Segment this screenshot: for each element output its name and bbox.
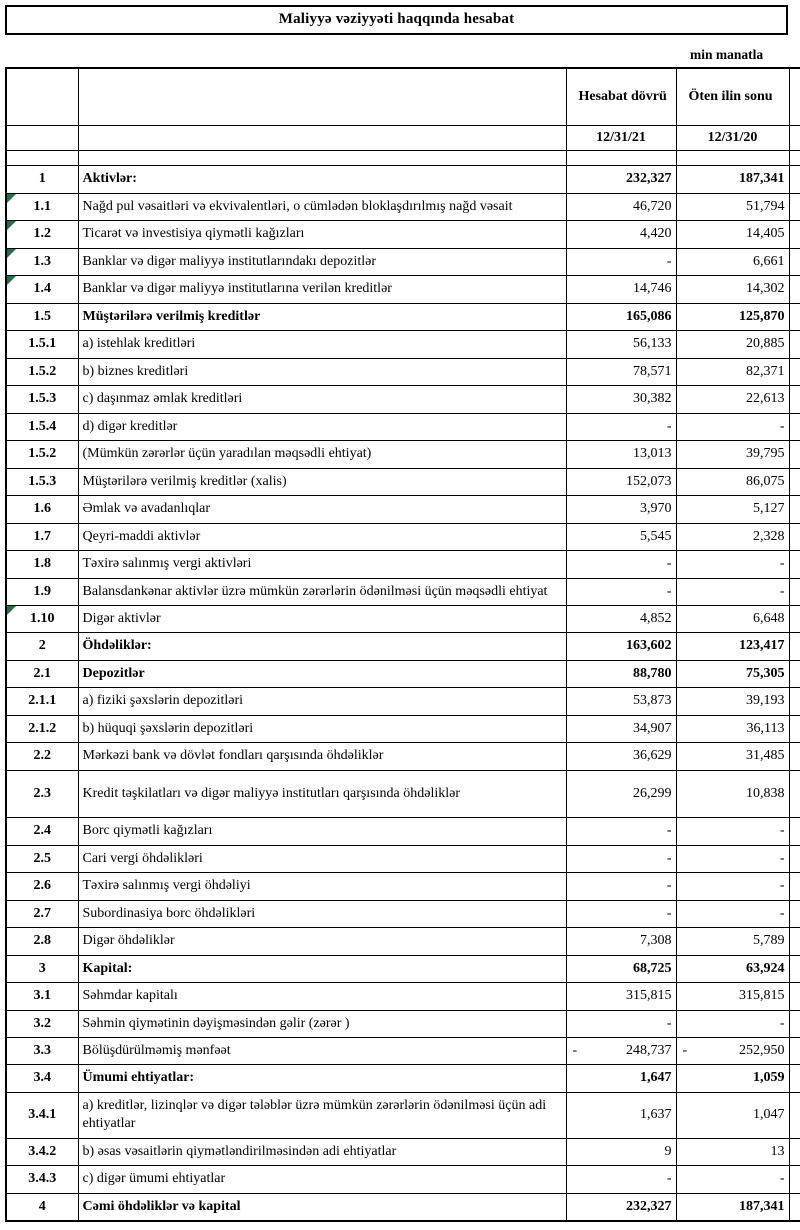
row-label: Banklar və digər maliyyə institutlarına verilən kreditlər: [78, 276, 566, 303]
value-previous: 36,113: [676, 715, 789, 742]
table-row: [6, 770, 800, 817]
grid-sliver: [789, 818, 800, 845]
value-previous: 5,127: [676, 496, 789, 523]
row-code: 2.8: [6, 928, 78, 955]
cell-value: 252,950: [739, 1043, 785, 1058]
grid-sliver: [789, 166, 800, 193]
value-current: 68,725: [566, 955, 676, 982]
value-previous: [676, 1038, 789, 1065]
comment-marker-icon: [7, 276, 16, 285]
value-current: 163,602: [566, 633, 676, 660]
value-previous: 14,405: [676, 221, 789, 248]
table-row: [6, 983, 800, 1010]
row-label: b) əsas vəsaitlərin qiymətləndirilməsindən adi ehtiyatlar: [78, 1138, 566, 1165]
report-title-box: [5, 5, 788, 35]
value-current: 1,637: [566, 1092, 676, 1138]
table-row: [6, 1065, 800, 1092]
empty-cell: [6, 151, 78, 166]
table-row: [6, 331, 800, 358]
row-code: 1.6: [6, 496, 78, 523]
value-previous: 5,789: [676, 928, 789, 955]
row-code: 1.9: [6, 578, 78, 605]
value-previous: -: [676, 551, 789, 578]
row-code: 1.5.4: [6, 413, 78, 440]
row-label: c) digər ümumi ehtiyatlar: [78, 1166, 566, 1193]
value-current: -: [566, 413, 676, 440]
table-row: [6, 1138, 800, 1165]
value-previous: 6,648: [676, 605, 789, 632]
value-previous: 315,815: [676, 983, 789, 1010]
grid-sliver: [789, 1092, 800, 1138]
row-code: 3.4.1: [6, 1092, 78, 1138]
value-current: 1,647: [566, 1065, 676, 1092]
row-label: (Mümkün zərərlər üçün yaradılan məqsədli ehtiyat): [78, 441, 566, 468]
row-code: 3: [6, 955, 78, 982]
value-previous: 187,341: [676, 166, 789, 193]
grid-sliver: [789, 605, 800, 632]
row-code: 3.4: [6, 1065, 78, 1092]
unit-note: min manatla: [690, 47, 764, 62]
value-previous: 1,047: [676, 1092, 789, 1138]
table-row: [6, 166, 800, 193]
row-label: Nağd pul vəsaitləri və ekvivalentləri, o cümlədən bloklaşdırılmış nağd vəsait: [78, 193, 566, 220]
row-label: Müştərilərə verilmiş kreditlər (xalis): [78, 468, 566, 495]
table-row: [6, 605, 800, 632]
row-code: 2.1: [6, 660, 78, 687]
value-current: 9: [566, 1138, 676, 1165]
row-label: Mərkəzi bank və dövlət fondları qarşısında öhdəliklər: [78, 743, 566, 770]
value-previous: 22,613: [676, 386, 789, 413]
row-label: Kredit təşkilatları və digər maliyyə institutları qarşısında öhdəliklər: [78, 770, 566, 817]
grid-sliver: [789, 331, 800, 358]
table-row: [6, 1092, 800, 1138]
value-previous: -: [676, 413, 789, 440]
row-label: Ticarət və investisiya qiymətli kağızları: [78, 221, 566, 248]
grid-sliver: [789, 68, 800, 126]
row-code: 1.7: [6, 523, 78, 550]
row-code: 1.1: [6, 193, 78, 220]
row-code: 2.3: [6, 770, 78, 817]
value-current: 5,545: [566, 523, 676, 550]
row-code: 1.5.2: [6, 358, 78, 385]
row-code: 2.1.1: [6, 688, 78, 715]
row-code: 2.2: [6, 743, 78, 770]
header-previous-date: 12/31/20: [676, 126, 789, 151]
value-current: 78,571: [566, 358, 676, 385]
value-current: -: [566, 818, 676, 845]
header-empty-desc: [78, 68, 566, 126]
row-label: Subordinasiya borc öhdəlikləri: [78, 900, 566, 927]
grid-sliver: [789, 660, 800, 687]
row-label: Təxirə salınmış vergi aktivləri: [78, 551, 566, 578]
grid-sliver: [789, 496, 800, 523]
value-previous: 13: [676, 1138, 789, 1165]
value-previous: 51,794: [676, 193, 789, 220]
row-label: Ümumi ehtiyatlar:: [78, 1065, 566, 1092]
table-row: [6, 193, 800, 220]
grid-sliver: [789, 633, 800, 660]
row-label: Digər aktivlər: [78, 605, 566, 632]
header-current-period: Hesabat dövrü: [566, 68, 676, 126]
value-current: 46,720: [566, 193, 676, 220]
value-current: 7,308: [566, 928, 676, 955]
grid-sliver: [789, 1038, 800, 1065]
grid-sliver: [789, 688, 800, 715]
comment-marker-icon: [7, 221, 16, 230]
value-current: -: [566, 1010, 676, 1037]
row-label: Müştərilərə verilmiş kreditlər: [78, 303, 566, 330]
grid-sliver: [789, 126, 800, 151]
table-row: [6, 551, 800, 578]
value-current: 165,086: [566, 303, 676, 330]
value-previous: 123,417: [676, 633, 789, 660]
value-previous: 86,075: [676, 468, 789, 495]
value-previous: -: [676, 578, 789, 605]
table-row: [6, 468, 800, 495]
row-label: b) hüquqi şəxslərin depozitləri: [78, 715, 566, 742]
row-code: 2.6: [6, 873, 78, 900]
value-previous: 2,328: [676, 523, 789, 550]
grid-sliver: [789, 873, 800, 900]
row-label: a) istehlak kreditləri: [78, 331, 566, 358]
row-code: 4: [6, 1193, 78, 1221]
row-code: 1.3: [6, 248, 78, 275]
table-row: [6, 928, 800, 955]
table-row: [6, 845, 800, 872]
row-code: 1.5.1: [6, 331, 78, 358]
grid-sliver: [789, 845, 800, 872]
grid-sliver: [789, 303, 800, 330]
row-code: 2.7: [6, 900, 78, 927]
grid-sliver: [789, 276, 800, 303]
header-current-date: 12/31/21: [566, 126, 676, 151]
value-current: 53,873: [566, 688, 676, 715]
grid-sliver: [789, 1193, 800, 1221]
value-current: 4,852: [566, 605, 676, 632]
value-previous: 10,838: [676, 770, 789, 817]
row-code: 2: [6, 633, 78, 660]
header-previous-period: Öten ilin sonu: [676, 68, 789, 126]
value-current: -: [566, 1166, 676, 1193]
comment-marker-icon: [7, 249, 16, 258]
value-previous: -: [676, 1166, 789, 1193]
row-label: Depozitlər: [78, 660, 566, 687]
row-code: 3.1: [6, 983, 78, 1010]
value-previous: 125,870: [676, 303, 789, 330]
value-previous: 20,885: [676, 331, 789, 358]
table-row: [6, 1193, 800, 1221]
table-body: [6, 68, 800, 1221]
table-row: [6, 276, 800, 303]
report-title: Maliyyə vəziyyəti haqqında hesabat: [278, 11, 515, 27]
table-row: [6, 413, 800, 440]
grid-sliver: [789, 900, 800, 927]
value-current: 30,382: [566, 386, 676, 413]
row-code: 1.4: [6, 276, 78, 303]
negative-sign: -: [572, 1043, 578, 1058]
row-label: Kapital:: [78, 955, 566, 982]
value-current: 232,327: [566, 1193, 676, 1221]
row-code: 3.2: [6, 1010, 78, 1037]
table-row: [6, 633, 800, 660]
grid-sliver: [789, 151, 800, 166]
table-row: [6, 441, 800, 468]
table-row: [6, 496, 800, 523]
value-current: -: [566, 578, 676, 605]
grid-sliver: [789, 358, 800, 385]
grid-sliver: [789, 441, 800, 468]
grid-sliver: [789, 1166, 800, 1193]
row-label: Əmlak və avadanlıqlar: [78, 496, 566, 523]
table-row: [6, 303, 800, 330]
value-current: -: [566, 248, 676, 275]
row-code: 1.5.3: [6, 468, 78, 495]
row-label: b) biznes kreditləri: [78, 358, 566, 385]
value-current: 152,073: [566, 468, 676, 495]
value-current: -: [566, 551, 676, 578]
grid-sliver: [789, 1065, 800, 1092]
row-code: 3.4.2: [6, 1138, 78, 1165]
comment-marker-icon: [7, 606, 16, 615]
value-current: 36,629: [566, 743, 676, 770]
value-current: 232,327: [566, 166, 676, 193]
table-row: [6, 715, 800, 742]
header-empty-code: [6, 126, 78, 151]
table-row: [6, 578, 800, 605]
row-label: Bölüşdürülməmiş mənfəət: [78, 1038, 566, 1065]
row-label: Qeyri-maddi aktivlər: [78, 523, 566, 550]
table-row: [6, 1038, 800, 1065]
value-current: 315,815: [566, 983, 676, 1010]
empty-cell: [566, 151, 676, 166]
empty-cell: [78, 151, 566, 166]
row-code: 2.1.2: [6, 715, 78, 742]
row-label: Cari vergi öhdəlikləri: [78, 845, 566, 872]
row-label: Borc qiymətli kağızları: [78, 818, 566, 845]
row-label: Səhmin qiymətinin dəyişməsindən gəlir (zərər ): [78, 1010, 566, 1037]
row-label: d) digər kreditlər: [78, 413, 566, 440]
table-row: [6, 818, 800, 845]
grid-sliver: [789, 1138, 800, 1165]
value-previous: 6,661: [676, 248, 789, 275]
table-row: [6, 1010, 800, 1037]
value-current: 3,970: [566, 496, 676, 523]
row-code: 1.5.3: [6, 386, 78, 413]
value-previous: 14,302: [676, 276, 789, 303]
negative-sign: -: [682, 1043, 688, 1058]
value-previous: 82,371: [676, 358, 789, 385]
row-label: a) fiziki şəxslərin depozitləri: [78, 688, 566, 715]
row-label: Banklar və digər maliyyə institutlarındakı depozitlər: [78, 248, 566, 275]
row-code: 1.8: [6, 551, 78, 578]
header-row-dates: [6, 126, 800, 151]
grid-sliver: [789, 248, 800, 275]
cell-value: 248,737: [626, 1043, 672, 1058]
grid-sliver: [789, 468, 800, 495]
value-previous: 39,193: [676, 688, 789, 715]
grid-sliver: [789, 715, 800, 742]
grid-sliver: [789, 983, 800, 1010]
row-code: 1.5.2: [6, 441, 78, 468]
grid-sliver: [789, 193, 800, 220]
table-row: [6, 248, 800, 275]
row-label: Aktivlər:: [78, 166, 566, 193]
empty-cell: [676, 151, 789, 166]
row-code: 1: [6, 166, 78, 193]
value-current: 26,299: [566, 770, 676, 817]
row-code: 2.4: [6, 818, 78, 845]
value-previous: -: [676, 873, 789, 900]
row-label: Digər öhdəliklər: [78, 928, 566, 955]
value-current: 13,013: [566, 441, 676, 468]
table-row: [6, 386, 800, 413]
value-previous: -: [676, 845, 789, 872]
value-current: 56,133: [566, 331, 676, 358]
grid-sliver: [789, 1010, 800, 1037]
row-label: a) kreditlər, lizinqlər və digər tələblər üzrə mümkün zərərlərin ödənilməsi üçün adi ehtiyatlar: [78, 1092, 566, 1138]
table-row: [6, 660, 800, 687]
row-code: 3.3: [6, 1038, 78, 1065]
value-current: -: [566, 873, 676, 900]
grid-sliver: [789, 955, 800, 982]
row-code: 1.10: [6, 605, 78, 632]
table-row: [6, 688, 800, 715]
comment-marker-icon: [7, 194, 16, 203]
grid-sliver: [789, 578, 800, 605]
value-current: 4,420: [566, 221, 676, 248]
grid-sliver: [789, 221, 800, 248]
value-previous: -: [676, 818, 789, 845]
row-label: Cəmi öhdəliklər və kapital: [78, 1193, 566, 1221]
grid-sliver: [789, 928, 800, 955]
grid-sliver: [789, 770, 800, 817]
row-code: 1.2: [6, 221, 78, 248]
value-previous: -: [676, 900, 789, 927]
value-previous: 1,059: [676, 1065, 789, 1092]
value-previous: 31,485: [676, 743, 789, 770]
grid-sliver: [789, 413, 800, 440]
grid-sliver: [789, 551, 800, 578]
row-label: Səhmdar kapitalı: [78, 983, 566, 1010]
table-row: [6, 900, 800, 927]
row-code: 2.5: [6, 845, 78, 872]
value-previous: 39,795: [676, 441, 789, 468]
value-previous: -: [676, 1010, 789, 1037]
table-row: [6, 955, 800, 982]
header-empty-code: [6, 68, 78, 126]
value-previous: 63,924: [676, 955, 789, 982]
header-row-periods: [6, 68, 800, 126]
financial-table: [5, 67, 800, 1222]
table-row: [6, 523, 800, 550]
value-current: [566, 1038, 676, 1065]
spacer-row: [6, 151, 800, 166]
table-row: [6, 1166, 800, 1193]
value-previous: 187,341: [676, 1193, 789, 1221]
row-code: 3.4.3: [6, 1166, 78, 1193]
value-previous: 75,305: [676, 660, 789, 687]
table-row: [6, 873, 800, 900]
table-row: [6, 221, 800, 248]
row-label: Təxirə salınmış vergi öhdəliyi: [78, 873, 566, 900]
value-current: -: [566, 845, 676, 872]
table-row: [6, 743, 800, 770]
row-code: 1.5: [6, 303, 78, 330]
value-current: 88,780: [566, 660, 676, 687]
value-current: 14,746: [566, 276, 676, 303]
row-label: c) daşınmaz əmlak kreditləri: [78, 386, 566, 413]
grid-sliver: [789, 386, 800, 413]
grid-sliver: [789, 743, 800, 770]
row-label: Öhdəliklər:: [78, 633, 566, 660]
row-label: Balansdankənar aktivlər üzrə mümkün zərərlərin ödənilməsi üçün məqsədli ehtiyat: [78, 578, 566, 605]
value-current: -: [566, 900, 676, 927]
table-row: [6, 358, 800, 385]
grid-sliver: [789, 523, 800, 550]
value-current: 34,907: [566, 715, 676, 742]
header-empty-desc: [78, 126, 566, 151]
